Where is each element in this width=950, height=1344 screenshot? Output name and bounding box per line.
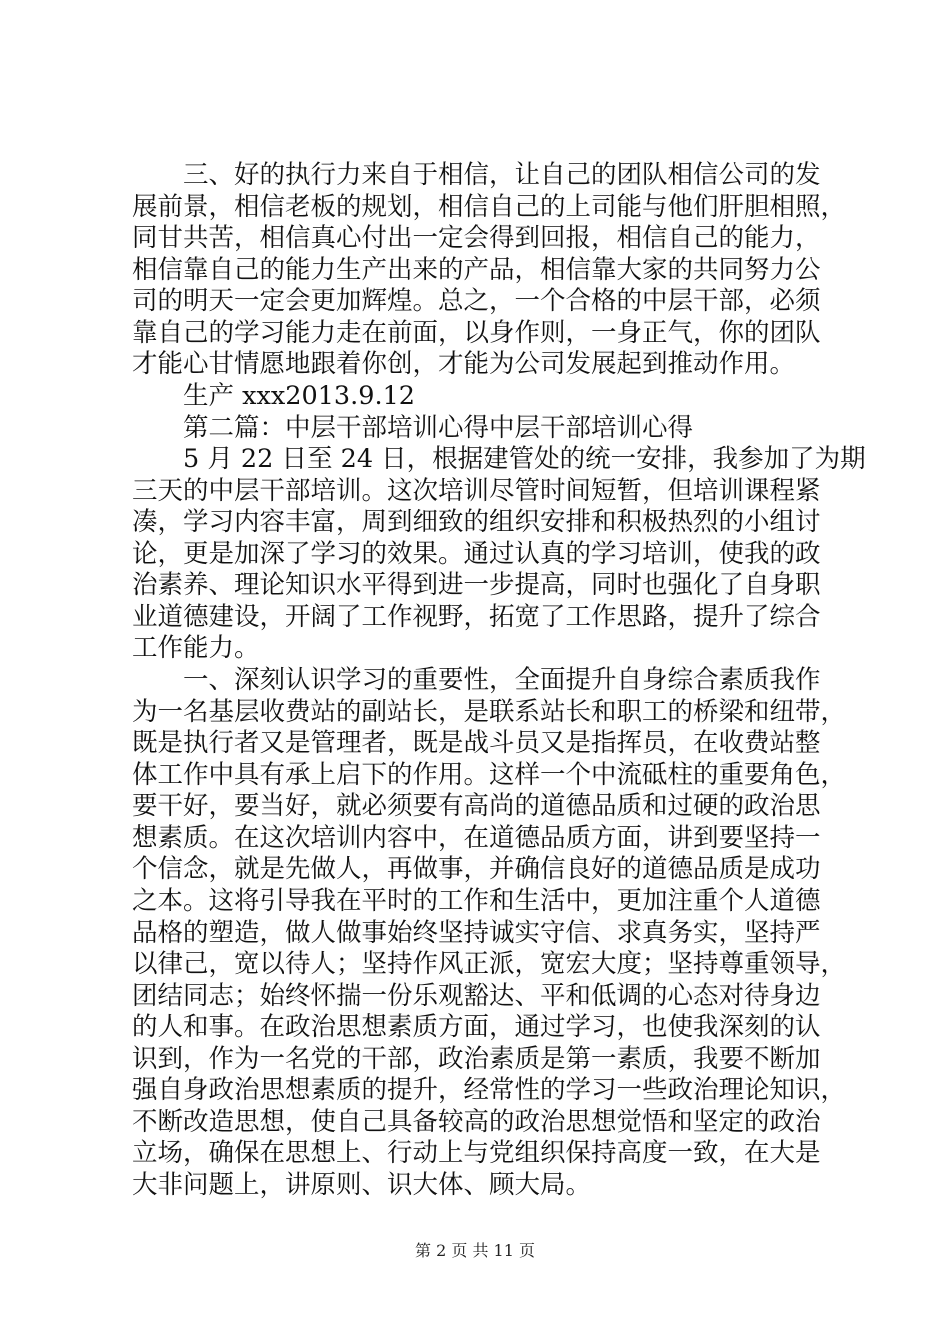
text-line: 三、好的执行力来自于相信，让自己的团队相信公司的发 xyxy=(132,160,821,190)
section-heading: 第二篇：中层干部培训心得中层干部培训心得 xyxy=(132,412,694,443)
text-line: 司的明天一定会更加辉煌。总之，一个合格的中层干部，必须 xyxy=(132,286,821,317)
text-line: 体工作中具有承上启下的作用。这样一个中流砥柱的重要角色， xyxy=(132,759,847,790)
text-line: 之本。这将引导我在平时的工作和生活中，更加注重个人道德 xyxy=(132,885,821,916)
text-line: 展前景，相信老板的规划，相信自己的上司能与他们肝胆相照， xyxy=(132,191,847,222)
text-line: 三天的中层干部培训。这次培训尽管时间短暂，但培训课程紧 xyxy=(132,475,821,506)
page-footer: 第 2 页 共 11 页 xyxy=(415,1241,535,1260)
text-line: 要干好，要当好，就必须要有高尚的道德品质和过硬的政治思 xyxy=(132,791,821,822)
text-line: 不断改造思想，使自己具备较高的政治思想觉悟和坚定的政治 xyxy=(132,1106,821,1137)
text-line: 以律己，宽以待人；坚持作风正派，宽宏大度；坚持尊重领导， xyxy=(132,949,847,980)
author-date-line: 生产 xxx2013.9.12 xyxy=(132,380,416,411)
text-line: 才能心甘情愿地跟着你创，才能为公司发展起到推动作用。 xyxy=(132,349,796,380)
text-line: 立场，确保在思想上、行动上与党组织保持高度一致，在大是 xyxy=(132,1138,821,1169)
text-line: 同甘共苦，相信真心付出一定会得到回报，相信自己的能力， xyxy=(132,223,821,254)
text-line: 品格的塑造，做人做事始终坚持诚实守信、求真务实，坚持严 xyxy=(132,917,821,948)
text-line: 一、深刻认识学习的重要性，全面提升自身综合素质我作 xyxy=(132,665,821,695)
text-line: 为一名基层收费站的副站长，是联系站长和职工的桥梁和纽带， xyxy=(132,696,847,727)
text-line: 团结同志；始终怀揣一份乐观豁达、平和低调的心态对待身边 xyxy=(132,980,821,1011)
text-line: 强自身政治思想素质的提升，经常性的学习一些政治理论知识， xyxy=(132,1075,847,1106)
text-line: 工作能力。 xyxy=(132,633,260,664)
text-line: 靠自己的学习能力走在前面，以身作则，一身正气，你的团队 xyxy=(132,317,821,348)
text-line: 识到，作为一名党的干部，政治素质是第一素质，我要不断加 xyxy=(132,1043,821,1074)
text-line: 业道德建设，开阔了工作视野，拓宽了工作思路，提升了综合 xyxy=(132,601,821,632)
text-line: 大非问题上，讲原则、识大体、顾大局。 xyxy=(132,1170,592,1200)
text-line: 想素质。在这次培训内容中，在道德品质方面，讲到要坚持一 xyxy=(132,822,821,853)
text-line: 凑，学习内容丰富，周到细致的组织安排和积极热烈的小组讨 xyxy=(132,507,821,538)
text-line: 治素养、理论知识水平得到进一步提高，同时也强化了自身职 xyxy=(132,570,821,601)
text-line: 个信念，就是先做人，再做事，并确信良好的道德品质是成功 xyxy=(132,854,821,885)
text-line: 相信靠自己的能力生产出来的产品，相信靠大家的共同努力公 xyxy=(132,254,821,285)
text-line: 既是执行者又是管理者，既是战斗员又是指挥员，在收费站整 xyxy=(132,728,821,759)
text-line: 论，更是加深了学习的效果。通过认真的学习培训，使我的政 xyxy=(132,538,821,569)
text-line: 5 月 22 日至 24 日，根据建管处的统一安排，我参加了为期 xyxy=(132,444,866,475)
text-line: 的人和事。在政治思想素质方面，通过学习，也使我深刻的认 xyxy=(132,1012,821,1043)
